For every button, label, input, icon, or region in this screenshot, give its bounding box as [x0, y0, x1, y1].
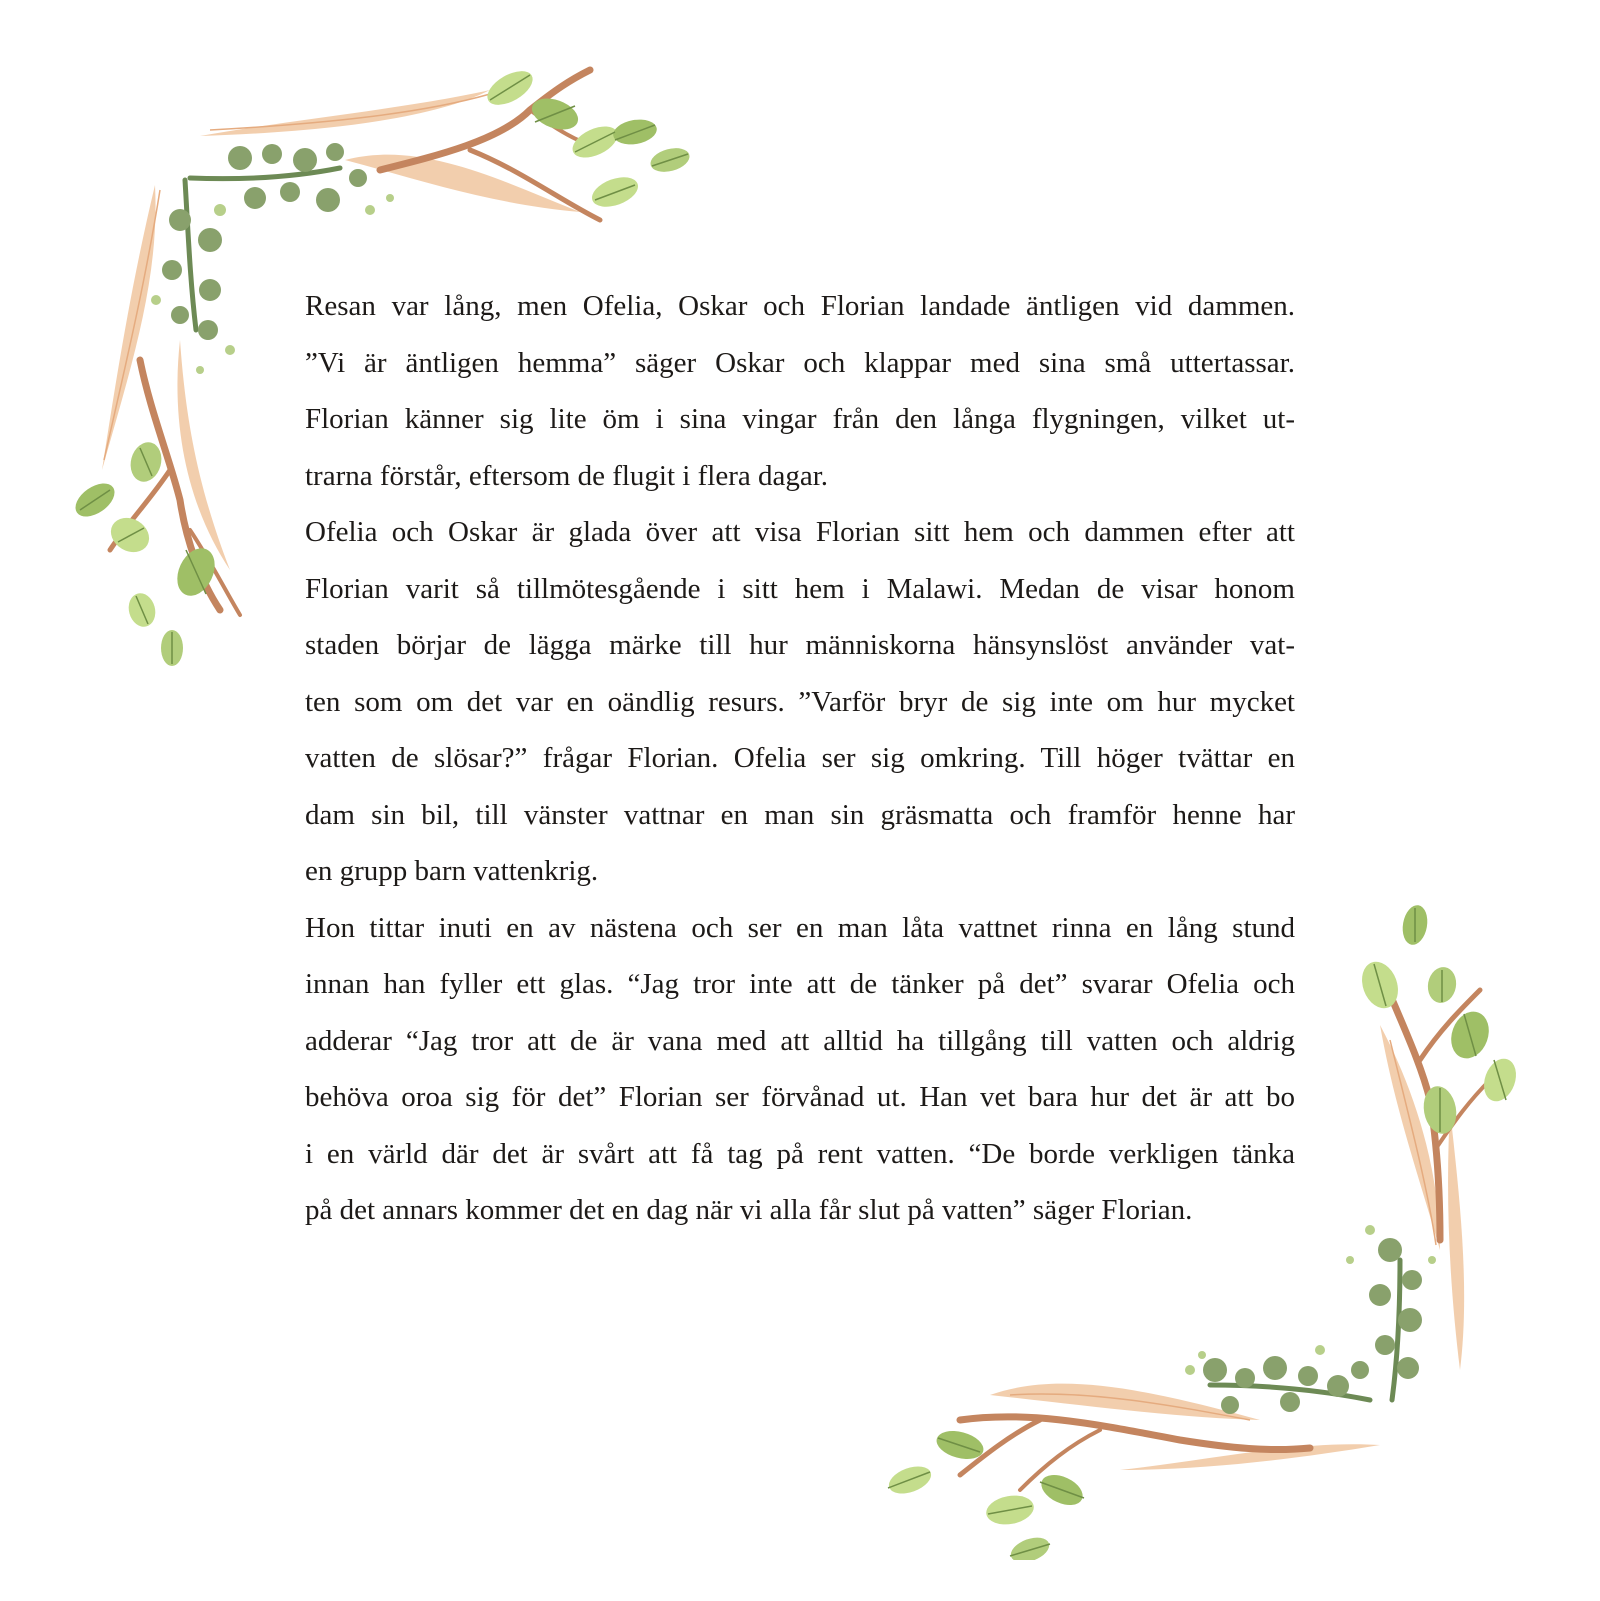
- story-text-line: ”Vi är äntligen hemma” säger Oskar och klappar med sina små uttertassar.: [305, 346, 1295, 379]
- story-text-line: Hon tittar inuti en av nästena och ser en man låta vattnet rinna en lång stund: [305, 911, 1295, 944]
- story-text-line: Resan var lång, men Ofelia, Oskar och Florian landade äntligen vid dammen.: [305, 290, 1295, 322]
- story-text-line: Ofelia och Oskar är glada över att visa Florian sitt hem och dammen efter att: [305, 516, 1295, 548]
- story-text-line: adderar “Jag tror att de är vana med att alltid ha tillgång till vatten och aldrig: [305, 1024, 1295, 1057]
- story-text-line: dam sin bil, till vänster vattnar en man sin gräsmatta och framför henne har: [305, 798, 1295, 831]
- story-text-line: behöva oroa sig för det” Florian ser förvånad ut. Han vet bara hur det är att bo: [305, 1081, 1295, 1113]
- story-text-line: Florian varit så tillmötesgående i sitt hem i Malawi. Medan de visar honom: [305, 572, 1295, 605]
- story-paragraph: [305, 504, 1295, 900]
- story-text-line: i en värld där det är svårt att få tag på rent vatten. “De borde verkligen tänka: [305, 1137, 1295, 1170]
- story-text-line: Florian känner sig lite öm i sina vingar från den långa flygningen, vilket ut-: [305, 403, 1295, 435]
- story-text-line: staden börjar de lägga märke till hur människorna hänsynslöst använder vat-: [305, 629, 1295, 661]
- story-text-line: innan han fyller ett glas. “Jag tror inte att de tänker på det” svarar Ofelia och: [305, 968, 1295, 1000]
- story-text: [305, 278, 1295, 1239]
- story-text-line: en grupp barn vattenkrig.: [305, 855, 599, 887]
- story-paragraph: [305, 900, 1295, 1239]
- story-text-line: trarna förstår, eftersom de flugit i flera dagar.: [305, 459, 829, 492]
- story-text-line: vatten de slösar?” frågar Florian. Ofelia ser sig omkring. Till höger tvättar en: [305, 742, 1295, 774]
- story-text-line: ten som om det var en oändlig resurs. ”Varför bryr de sig inte om hur mycket: [305, 685, 1295, 718]
- story-paragraph: [305, 278, 1295, 504]
- story-text-line: på det annars kommer det en dag när vi alla får slut på vatten” säger Florian.: [305, 1194, 1193, 1226]
